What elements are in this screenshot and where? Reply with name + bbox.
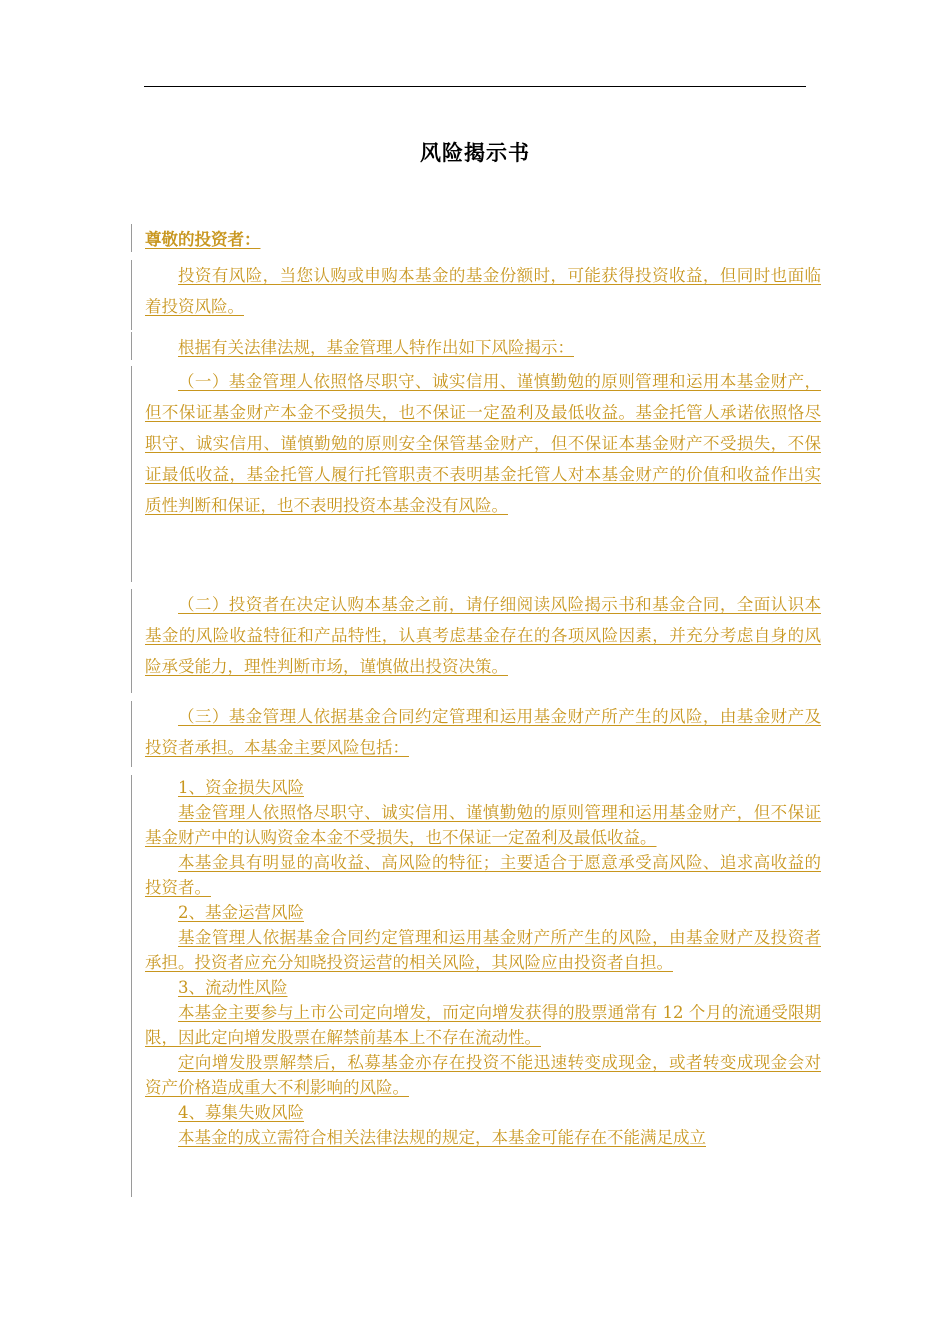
risk-text: 基金管理人依照恪尽职守、诚实信用、谨慎勤勉的原则管理和运用基金财产，但不保证基金财产中的认购资金本金不受损失，也不保证一定盈利及最低收益。 (145, 803, 821, 847)
paragraph-block (131, 589, 821, 693)
risk-text: 本基金具有明显的高收益、高风险的特征；主要适合于愿意承受高风险、追求高收益的投资者。 (145, 853, 821, 897)
risk-heading: 2、基金运营风险 (178, 903, 304, 922)
paragraph-lead: 根据有关法律法规，基金管理人特作出如下风险揭示： (178, 338, 574, 357)
risk-text: 本基金主要参与上市公司定向增发，而定向增发获得的股票通常有 12 个月的流通受限期限，因此定向增发股票在解禁前基本上不存在流动性。 (145, 1003, 821, 1047)
paragraph-item-2: （二）投资者在决定认购本基金之前，请仔细阅读风险揭示书和基金合同，全面认识本基金的风险收益特征和产品特性，认真考虑基金存在的各项风险因素，并充分考虑自身的风险承受能力，理性判断市场，谨慎做出投资决策。 (145, 595, 821, 676)
risk-text: 本基金的成立需符合相关法律法规的规定，本基金可能存在不能满足成立 (178, 1128, 706, 1147)
greeting: 尊敬的投资者： (145, 230, 261, 249)
paragraph-item-3: （三）基金管理人依据基金合同约定管理和运用基金财产所产生的风险，由基金财产及投资者承担。本基金主要风险包括： (145, 707, 821, 757)
risk-heading: 3、流动性风险 (178, 978, 288, 997)
risk-text: 定向增发股票解禁后，私募基金亦存在投资不能迅速转变成现金，或者转变成现金会对资产价格造成重大不利影响的风险。 (145, 1053, 821, 1097)
risk-heading: 4、募集失败风险 (178, 1103, 304, 1122)
risk-text: 基金管理人依据基金合同约定管理和运用基金财产所产生的风险，由基金财产及投资者承担。投资者应充分知晓投资运营的相关风险，其风险应由投资者自担。 (145, 928, 821, 972)
risk-list-block (131, 775, 821, 1197)
paragraph-intro: 投资有风险，当您认购或申购本基金的基金份额时，可能获得投资收益，但同时也面临着投资风险。 (145, 266, 821, 316)
header-rule (144, 86, 806, 87)
paragraph-block (131, 332, 821, 360)
greeting-block (131, 224, 821, 252)
document-title: 风险揭示书 (420, 140, 530, 165)
paragraph-block (131, 260, 821, 330)
risk-heading: 1、资金损失风险 (178, 778, 304, 797)
paragraph-item-1: （一）基金管理人依照恪尽职守、诚实信用、谨慎勤勉的原则管理和运用本基金财产，但不保证基金财产本金不受损失，也不保证一定盈利及最低收益。基金托管人承诺依照恪尽职守、诚实信用、谨慎勤勉的原则安全保管基金财产，但不保证本基金财产不受损失，不保证最低收益，基金托管人履行托管职责不表明基金托管人对本基金财产的价值和收益作出实质性判断和保证，也不表明投资本基金没有风险。 (145, 372, 821, 515)
paragraph-block (131, 701, 821, 767)
paragraph-block (131, 366, 821, 582)
